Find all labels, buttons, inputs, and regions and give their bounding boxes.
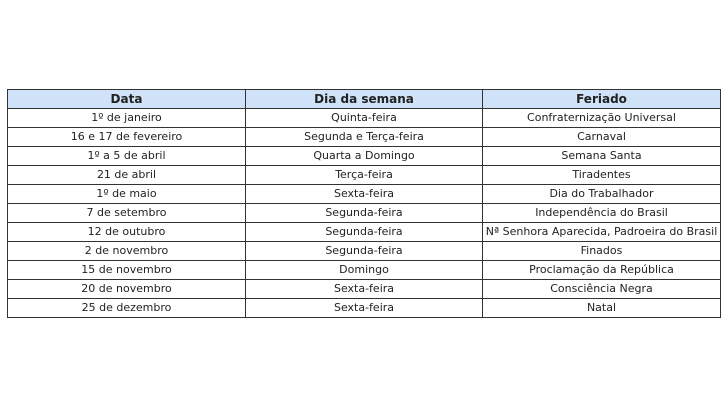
cell-holiday: Proclamação da República: [483, 261, 721, 280]
cell-weekday: Segunda-feira: [246, 204, 483, 223]
cell-date: 2 de novembro: [8, 242, 246, 261]
cell-holiday: Finados: [483, 242, 721, 261]
cell-date: 21 de abril: [8, 166, 246, 185]
cell-date: 12 de outubro: [8, 223, 246, 242]
header-date: Data: [8, 90, 246, 109]
cell-weekday: Segunda-feira: [246, 223, 483, 242]
cell-holiday: Independência do Brasil: [483, 204, 721, 223]
cell-date: 16 e 17 de fevereiro: [8, 128, 246, 147]
table-row: [8, 185, 721, 204]
table-row: [8, 280, 721, 299]
cell-date: 1º a 5 de abril: [8, 147, 246, 166]
header-holiday: Feriado: [483, 90, 721, 109]
holiday-table: [7, 89, 721, 318]
cell-date: 1º de janeiro: [8, 109, 246, 128]
table-body: [8, 109, 721, 318]
table-row: [8, 147, 721, 166]
cell-weekday: Sexta-feira: [246, 299, 483, 318]
cell-holiday: Consciência Negra: [483, 280, 721, 299]
header-weekday: Dia da semana: [246, 90, 483, 109]
cell-holiday: Nª Senhora Aparecida, Padroeira do Brasil: [483, 223, 721, 242]
cell-weekday: Sexta-feira: [246, 280, 483, 299]
table-row: [8, 261, 721, 280]
cell-weekday: Quinta-feira: [246, 109, 483, 128]
table-row: [8, 204, 721, 223]
cell-weekday: Segunda e Terça-feira: [246, 128, 483, 147]
cell-weekday: Segunda-feira: [246, 242, 483, 261]
cell-date: 15 de novembro: [8, 261, 246, 280]
cell-holiday: Confraternização Universal: [483, 109, 721, 128]
table-row: [8, 299, 721, 318]
header-row: [8, 90, 721, 109]
cell-date: 7 de setembro: [8, 204, 246, 223]
holiday-table-container: [7, 89, 720, 318]
cell-holiday: Natal: [483, 299, 721, 318]
table-header: [8, 90, 721, 109]
table-row: [8, 242, 721, 261]
cell-weekday: Quarta a Domingo: [246, 147, 483, 166]
cell-holiday: Tiradentes: [483, 166, 721, 185]
cell-date: 1º de maio: [8, 185, 246, 204]
cell-holiday: Dia do Trabalhador: [483, 185, 721, 204]
cell-holiday: Semana Santa: [483, 147, 721, 166]
cell-date: 20 de novembro: [8, 280, 246, 299]
cell-date: 25 de dezembro: [8, 299, 246, 318]
cell-weekday: Domingo: [246, 261, 483, 280]
cell-weekday: Terça-feira: [246, 166, 483, 185]
cell-weekday: Sexta-feira: [246, 185, 483, 204]
table-row: [8, 223, 721, 242]
table-row: [8, 128, 721, 147]
table-row: [8, 166, 721, 185]
cell-holiday: Carnaval: [483, 128, 721, 147]
table-row: [8, 109, 721, 128]
